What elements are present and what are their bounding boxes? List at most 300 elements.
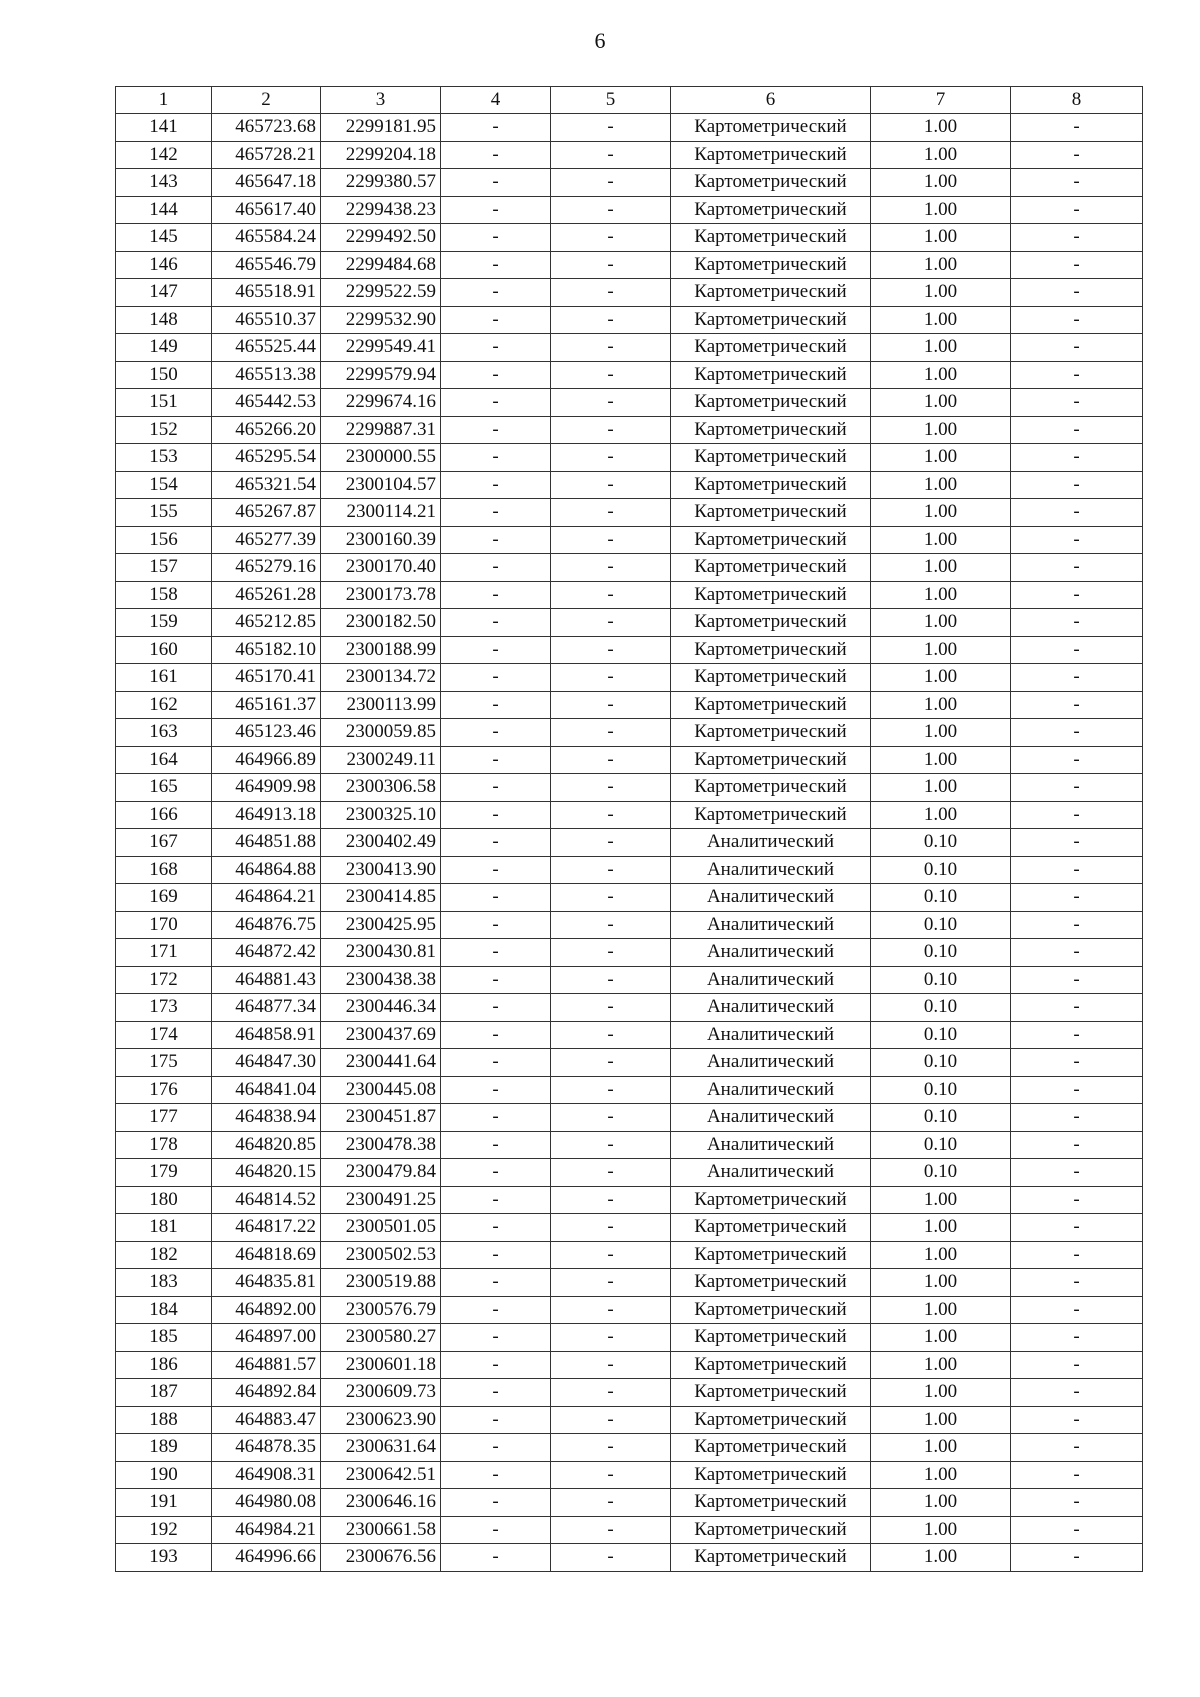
table-header-row <box>116 87 1143 114</box>
col8-cell: - <box>1011 719 1143 747</box>
x-coordinate-cell: 465617.40 <box>212 196 321 224</box>
x-coordinate-cell: 464818.69 <box>212 1241 321 1269</box>
col8-cell: - <box>1011 114 1143 142</box>
y-coordinate-cell: 2300134.72 <box>321 664 441 692</box>
col5-cell: - <box>551 884 671 912</box>
table-row <box>116 334 1143 362</box>
method-cell: Картометрический <box>671 1296 871 1324</box>
method-cell: Картометрический <box>671 1351 871 1379</box>
col8-cell: - <box>1011 169 1143 197</box>
col8-cell: - <box>1011 1461 1143 1489</box>
method-cell: Аналитический <box>671 1021 871 1049</box>
col5-cell: - <box>551 361 671 389</box>
col8-cell: - <box>1011 581 1143 609</box>
accuracy-cell: 1.00 <box>871 691 1011 719</box>
x-coordinate-cell: 465261.28 <box>212 581 321 609</box>
method-cell: Картометрический <box>671 471 871 499</box>
point-number-cell: 162 <box>116 691 212 719</box>
col4-cell: - <box>441 581 551 609</box>
col8-cell: - <box>1011 856 1143 884</box>
table-row <box>116 499 1143 527</box>
table-row <box>116 939 1143 967</box>
point-number-cell: 146 <box>116 251 212 279</box>
accuracy-cell: 1.00 <box>871 224 1011 252</box>
method-cell: Картометрический <box>671 416 871 444</box>
point-number-cell: 185 <box>116 1324 212 1352</box>
col5-cell: - <box>551 1379 671 1407</box>
col5-cell: - <box>551 1406 671 1434</box>
table-row <box>116 966 1143 994</box>
point-number-cell: 193 <box>116 1544 212 1572</box>
col8-cell: - <box>1011 389 1143 417</box>
col5-cell: - <box>551 911 671 939</box>
col8-cell: - <box>1011 1076 1143 1104</box>
col8-cell: - <box>1011 884 1143 912</box>
x-coordinate-cell: 465170.41 <box>212 664 321 692</box>
point-number-cell: 170 <box>116 911 212 939</box>
method-cell: Картометрический <box>671 609 871 637</box>
x-coordinate-cell: 464820.85 <box>212 1131 321 1159</box>
col8-cell: - <box>1011 966 1143 994</box>
y-coordinate-cell: 2300580.27 <box>321 1324 441 1352</box>
col4-cell: - <box>441 251 551 279</box>
col4-cell: - <box>441 1461 551 1489</box>
point-number-cell: 183 <box>116 1269 212 1297</box>
y-coordinate-cell: 2299887.31 <box>321 416 441 444</box>
table-row <box>116 1351 1143 1379</box>
method-cell: Картометрический <box>671 1489 871 1517</box>
point-number-cell: 191 <box>116 1489 212 1517</box>
method-cell: Картометрический <box>671 224 871 252</box>
x-coordinate-cell: 464877.34 <box>212 994 321 1022</box>
x-coordinate-cell: 465442.53 <box>212 389 321 417</box>
x-coordinate-cell: 464838.94 <box>212 1104 321 1132</box>
x-coordinate-cell: 464892.00 <box>212 1296 321 1324</box>
col4-cell: - <box>441 856 551 884</box>
col5-cell: - <box>551 801 671 829</box>
accuracy-cell: 0.10 <box>871 1104 1011 1132</box>
y-coordinate-cell: 2299380.57 <box>321 169 441 197</box>
table-row <box>116 444 1143 472</box>
point-number-cell: 159 <box>116 609 212 637</box>
accuracy-cell: 1.00 <box>871 554 1011 582</box>
point-number-cell: 164 <box>116 746 212 774</box>
col8-cell: - <box>1011 196 1143 224</box>
col5-cell: - <box>551 966 671 994</box>
y-coordinate-cell: 2300609.73 <box>321 1379 441 1407</box>
table-row <box>116 169 1143 197</box>
method-cell: Аналитический <box>671 911 871 939</box>
accuracy-cell: 1.00 <box>871 1241 1011 1269</box>
col5-cell: - <box>551 1241 671 1269</box>
col4-cell: - <box>441 1104 551 1132</box>
y-coordinate-cell: 2300402.49 <box>321 829 441 857</box>
point-number-cell: 172 <box>116 966 212 994</box>
col4-cell: - <box>441 1159 551 1187</box>
point-number-cell: 184 <box>116 1296 212 1324</box>
col4-cell: - <box>441 1131 551 1159</box>
accuracy-cell: 0.10 <box>871 1076 1011 1104</box>
table-row <box>116 1049 1143 1077</box>
y-coordinate-cell: 2300113.99 <box>321 691 441 719</box>
col8-cell: - <box>1011 1296 1143 1324</box>
table-row <box>116 526 1143 554</box>
y-coordinate-cell: 2300479.84 <box>321 1159 441 1187</box>
x-coordinate-cell: 465277.39 <box>212 526 321 554</box>
point-number-cell: 155 <box>116 499 212 527</box>
y-coordinate-cell: 2300676.56 <box>321 1544 441 1572</box>
accuracy-cell: 0.10 <box>871 1021 1011 1049</box>
table-row <box>116 1324 1143 1352</box>
method-cell: Картометрический <box>671 251 871 279</box>
x-coordinate-cell: 464881.57 <box>212 1351 321 1379</box>
col4-cell: - <box>441 444 551 472</box>
accuracy-cell: 1.00 <box>871 636 1011 664</box>
col8-cell: - <box>1011 334 1143 362</box>
accuracy-cell: 1.00 <box>871 1434 1011 1462</box>
table-row <box>116 1159 1143 1187</box>
point-number-cell: 182 <box>116 1241 212 1269</box>
y-coordinate-cell: 2299532.90 <box>321 306 441 334</box>
y-coordinate-cell: 2300249.11 <box>321 746 441 774</box>
point-number-cell: 177 <box>116 1104 212 1132</box>
col4-cell: - <box>441 966 551 994</box>
col5-cell: - <box>551 554 671 582</box>
col4-cell: - <box>441 416 551 444</box>
table-row <box>116 636 1143 664</box>
x-coordinate-cell: 464909.98 <box>212 774 321 802</box>
col4-cell: - <box>441 1021 551 1049</box>
y-coordinate-cell: 2300059.85 <box>321 719 441 747</box>
accuracy-cell: 0.10 <box>871 939 1011 967</box>
accuracy-cell: 1.00 <box>871 1544 1011 1572</box>
col5-cell: - <box>551 636 671 664</box>
method-cell: Картометрический <box>671 636 871 664</box>
accuracy-cell: 1.00 <box>871 1214 1011 1242</box>
y-coordinate-cell: 2299484.68 <box>321 251 441 279</box>
col4-cell: - <box>441 279 551 307</box>
col5-cell: - <box>551 1076 671 1104</box>
point-number-cell: 165 <box>116 774 212 802</box>
col4-cell: - <box>441 911 551 939</box>
col5-cell: - <box>551 774 671 802</box>
table-row <box>116 829 1143 857</box>
table-row <box>116 801 1143 829</box>
col4-cell: - <box>441 1296 551 1324</box>
method-cell: Картометрический <box>671 1324 871 1352</box>
col8-cell: - <box>1011 1351 1143 1379</box>
method-cell: Картометрический <box>671 196 871 224</box>
y-coordinate-cell: 2300642.51 <box>321 1461 441 1489</box>
col8-cell: - <box>1011 251 1143 279</box>
col5-cell: - <box>551 994 671 1022</box>
accuracy-cell: 1.00 <box>871 334 1011 362</box>
x-coordinate-cell: 465123.46 <box>212 719 321 747</box>
y-coordinate-cell: 2299204.18 <box>321 141 441 169</box>
x-coordinate-cell: 464966.89 <box>212 746 321 774</box>
col8-cell: - <box>1011 1324 1143 1352</box>
point-number-cell: 176 <box>116 1076 212 1104</box>
table-row <box>116 856 1143 884</box>
accuracy-cell: 1.00 <box>871 114 1011 142</box>
point-number-cell: 173 <box>116 994 212 1022</box>
method-cell: Картометрический <box>671 169 871 197</box>
col4-cell: - <box>441 1379 551 1407</box>
table-row <box>116 1489 1143 1517</box>
method-cell: Картометрический <box>671 141 871 169</box>
col5-cell: - <box>551 829 671 857</box>
col4-cell: - <box>441 801 551 829</box>
accuracy-cell: 1.00 <box>871 471 1011 499</box>
header-cell: 1 <box>116 87 212 114</box>
x-coordinate-cell: 465584.24 <box>212 224 321 252</box>
table-row <box>116 361 1143 389</box>
y-coordinate-cell: 2300104.57 <box>321 471 441 499</box>
y-coordinate-cell: 2300502.53 <box>321 1241 441 1269</box>
col4-cell: - <box>441 1489 551 1517</box>
table-row <box>116 581 1143 609</box>
y-coordinate-cell: 2300430.81 <box>321 939 441 967</box>
point-number-cell: 152 <box>116 416 212 444</box>
accuracy-cell: 1.00 <box>871 1269 1011 1297</box>
accuracy-cell: 1.00 <box>871 801 1011 829</box>
col5-cell: - <box>551 1516 671 1544</box>
x-coordinate-cell: 464820.15 <box>212 1159 321 1187</box>
col8-cell: - <box>1011 801 1143 829</box>
col8-cell: - <box>1011 526 1143 554</box>
header-cell: 7 <box>871 87 1011 114</box>
y-coordinate-cell: 2300451.87 <box>321 1104 441 1132</box>
x-coordinate-cell: 465546.79 <box>212 251 321 279</box>
col8-cell: - <box>1011 1049 1143 1077</box>
method-cell: Картометрический <box>671 1269 871 1297</box>
col5-cell: - <box>551 1186 671 1214</box>
x-coordinate-cell: 464996.66 <box>212 1544 321 1572</box>
col4-cell: - <box>441 1076 551 1104</box>
point-number-cell: 157 <box>116 554 212 582</box>
col4-cell: - <box>441 939 551 967</box>
y-coordinate-cell: 2300306.58 <box>321 774 441 802</box>
table-row <box>116 1214 1143 1242</box>
accuracy-cell: 1.00 <box>871 444 1011 472</box>
point-number-cell: 149 <box>116 334 212 362</box>
col5-cell: - <box>551 1104 671 1132</box>
col8-cell: - <box>1011 609 1143 637</box>
col4-cell: - <box>441 306 551 334</box>
col8-cell: - <box>1011 416 1143 444</box>
accuracy-cell: 1.00 <box>871 1324 1011 1352</box>
col5-cell: - <box>551 251 671 279</box>
method-cell: Аналитический <box>671 856 871 884</box>
point-number-cell: 148 <box>116 306 212 334</box>
accuracy-cell: 1.00 <box>871 581 1011 609</box>
method-cell: Аналитический <box>671 1104 871 1132</box>
x-coordinate-cell: 464897.00 <box>212 1324 321 1352</box>
accuracy-cell: 1.00 <box>871 1516 1011 1544</box>
method-cell: Аналитический <box>671 829 871 857</box>
col4-cell: - <box>441 389 551 417</box>
table-row <box>116 389 1143 417</box>
method-cell: Аналитический <box>671 966 871 994</box>
x-coordinate-cell: 464864.88 <box>212 856 321 884</box>
method-cell: Картометрический <box>671 334 871 362</box>
x-coordinate-cell: 464858.91 <box>212 1021 321 1049</box>
table-row <box>116 691 1143 719</box>
x-coordinate-cell: 465321.54 <box>212 471 321 499</box>
method-cell: Картометрический <box>671 279 871 307</box>
point-number-cell: 190 <box>116 1461 212 1489</box>
point-number-cell: 141 <box>116 114 212 142</box>
y-coordinate-cell: 2300445.08 <box>321 1076 441 1104</box>
method-cell: Картометрический <box>671 1434 871 1462</box>
x-coordinate-cell: 464876.75 <box>212 911 321 939</box>
y-coordinate-cell: 2300631.64 <box>321 1434 441 1462</box>
col4-cell: - <box>441 1214 551 1242</box>
method-cell: Картометрический <box>671 1379 871 1407</box>
table-row <box>116 251 1143 279</box>
x-coordinate-cell: 465182.10 <box>212 636 321 664</box>
col5-cell: - <box>551 1021 671 1049</box>
method-cell: Картометрический <box>671 774 871 802</box>
col5-cell: - <box>551 114 671 142</box>
col5-cell: - <box>551 1214 671 1242</box>
y-coordinate-cell: 2300491.25 <box>321 1186 441 1214</box>
y-coordinate-cell: 2299181.95 <box>321 114 441 142</box>
col8-cell: - <box>1011 691 1143 719</box>
col8-cell: - <box>1011 636 1143 664</box>
method-cell: Аналитический <box>671 994 871 1022</box>
col5-cell: - <box>551 609 671 637</box>
table-row <box>116 1241 1143 1269</box>
accuracy-cell: 1.00 <box>871 361 1011 389</box>
point-number-cell: 181 <box>116 1214 212 1242</box>
col5-cell: - <box>551 1324 671 1352</box>
col8-cell: - <box>1011 1406 1143 1434</box>
col8-cell: - <box>1011 1186 1143 1214</box>
x-coordinate-cell: 464835.81 <box>212 1269 321 1297</box>
table-row <box>116 141 1143 169</box>
table-row <box>116 609 1143 637</box>
method-cell: Картометрический <box>671 581 871 609</box>
y-coordinate-cell: 2300646.16 <box>321 1489 441 1517</box>
col4-cell: - <box>441 1351 551 1379</box>
col5-cell: - <box>551 334 671 362</box>
header-cell: 8 <box>1011 87 1143 114</box>
col4-cell: - <box>441 554 551 582</box>
y-coordinate-cell: 2300114.21 <box>321 499 441 527</box>
method-cell: Аналитический <box>671 939 871 967</box>
accuracy-cell: 1.00 <box>871 306 1011 334</box>
col4-cell: - <box>441 636 551 664</box>
col5-cell: - <box>551 1296 671 1324</box>
y-coordinate-cell: 2299522.59 <box>321 279 441 307</box>
col8-cell: - <box>1011 1214 1143 1242</box>
point-number-cell: 192 <box>116 1516 212 1544</box>
point-number-cell: 171 <box>116 939 212 967</box>
accuracy-cell: 0.10 <box>871 1159 1011 1187</box>
table-row <box>116 1021 1143 1049</box>
col8-cell: - <box>1011 1159 1143 1187</box>
x-coordinate-cell: 465212.85 <box>212 609 321 637</box>
y-coordinate-cell: 2299579.94 <box>321 361 441 389</box>
table-row <box>116 1516 1143 1544</box>
table-row <box>116 1406 1143 1434</box>
method-cell: Картометрический <box>671 691 871 719</box>
col5-cell: - <box>551 856 671 884</box>
method-cell: Аналитический <box>671 1131 871 1159</box>
col5-cell: - <box>551 1544 671 1572</box>
point-number-cell: 158 <box>116 581 212 609</box>
col5-cell: - <box>551 1434 671 1462</box>
col8-cell: - <box>1011 224 1143 252</box>
point-number-cell: 189 <box>116 1434 212 1462</box>
accuracy-cell: 1.00 <box>871 389 1011 417</box>
col4-cell: - <box>441 994 551 1022</box>
y-coordinate-cell: 2299438.23 <box>321 196 441 224</box>
col5-cell: - <box>551 526 671 554</box>
col8-cell: - <box>1011 1104 1143 1132</box>
x-coordinate-cell: 465518.91 <box>212 279 321 307</box>
col5-cell: - <box>551 1351 671 1379</box>
col8-cell: - <box>1011 1269 1143 1297</box>
col4-cell: - <box>441 609 551 637</box>
col5-cell: - <box>551 1131 671 1159</box>
accuracy-cell: 1.00 <box>871 774 1011 802</box>
accuracy-cell: 1.00 <box>871 746 1011 774</box>
point-number-cell: 174 <box>116 1021 212 1049</box>
method-cell: Картометрический <box>671 361 871 389</box>
x-coordinate-cell: 464847.30 <box>212 1049 321 1077</box>
x-coordinate-cell: 464883.47 <box>212 1406 321 1434</box>
accuracy-cell: 1.00 <box>871 1379 1011 1407</box>
method-cell: Картометрический <box>671 1186 871 1214</box>
point-number-cell: 150 <box>116 361 212 389</box>
y-coordinate-cell: 2300661.58 <box>321 1516 441 1544</box>
y-coordinate-cell: 2300519.88 <box>321 1269 441 1297</box>
col8-cell: - <box>1011 1379 1143 1407</box>
y-coordinate-cell: 2300000.55 <box>321 444 441 472</box>
col8-cell: - <box>1011 1434 1143 1462</box>
col4-cell: - <box>441 774 551 802</box>
y-coordinate-cell: 2300414.85 <box>321 884 441 912</box>
x-coordinate-cell: 465510.37 <box>212 306 321 334</box>
point-number-cell: 175 <box>116 1049 212 1077</box>
method-cell: Картометрический <box>671 1544 871 1572</box>
method-cell: Картометрический <box>671 526 871 554</box>
x-coordinate-cell: 465723.68 <box>212 114 321 142</box>
col8-cell: - <box>1011 774 1143 802</box>
point-number-cell: 161 <box>116 664 212 692</box>
method-cell: Аналитический <box>671 884 871 912</box>
accuracy-cell: 1.00 <box>871 279 1011 307</box>
table-row <box>116 554 1143 582</box>
col4-cell: - <box>441 746 551 774</box>
method-cell: Картометрический <box>671 1516 871 1544</box>
col5-cell: - <box>551 1159 671 1187</box>
accuracy-cell: 1.00 <box>871 1489 1011 1517</box>
x-coordinate-cell: 464984.21 <box>212 1516 321 1544</box>
col4-cell: - <box>441 196 551 224</box>
col8-cell: - <box>1011 746 1143 774</box>
col5-cell: - <box>551 746 671 774</box>
col5-cell: - <box>551 416 671 444</box>
point-number-cell: 169 <box>116 884 212 912</box>
col5-cell: - <box>551 1489 671 1517</box>
accuracy-cell: 1.00 <box>871 1351 1011 1379</box>
table-row <box>116 1186 1143 1214</box>
col5-cell: - <box>551 444 671 472</box>
point-number-cell: 186 <box>116 1351 212 1379</box>
